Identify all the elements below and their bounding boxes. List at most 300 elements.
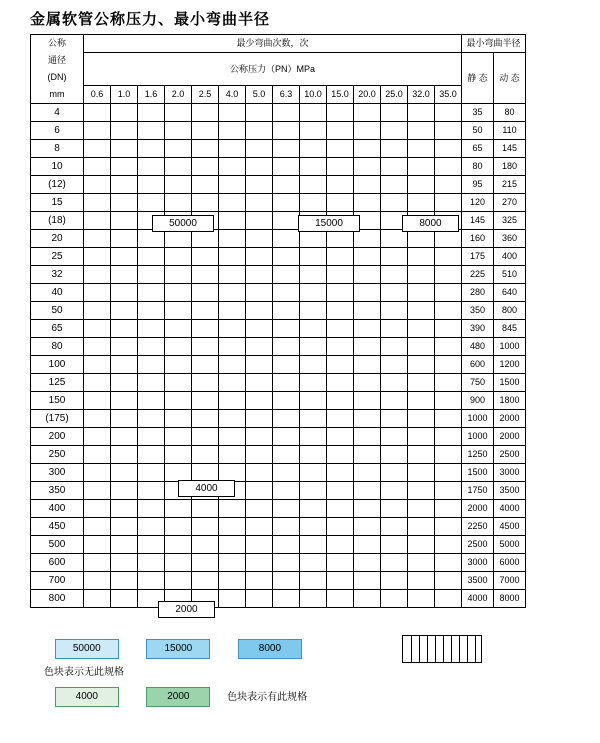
spec-cell — [219, 284, 246, 302]
spec-cell — [381, 554, 408, 572]
spec-cell — [165, 140, 192, 158]
spec-cell — [192, 554, 219, 572]
spec-cell — [408, 230, 435, 248]
spec-cell — [192, 410, 219, 428]
table-row — [31, 176, 526, 194]
spec-cell — [138, 266, 165, 284]
spec-cell — [300, 428, 327, 446]
dn-value: (18) — [31, 212, 84, 230]
spec-cell — [219, 248, 246, 266]
spec-cell — [246, 302, 273, 320]
spec-cell — [435, 248, 462, 266]
pressure-col-header: 35.0 — [435, 86, 462, 104]
spec-cell — [300, 446, 327, 464]
spec-cell — [192, 266, 219, 284]
legend-swatch-15000: 15000 — [146, 639, 210, 659]
legend-row-blue — [30, 635, 575, 678]
spec-cell — [246, 518, 273, 536]
dynamic-radius-value: 325 — [494, 212, 526, 230]
table-row — [31, 266, 526, 284]
spec-cell — [300, 500, 327, 518]
dynamic-radius-value: 180 — [494, 158, 526, 176]
spec-cell — [381, 464, 408, 482]
spec-cell — [111, 518, 138, 536]
dn-value: 10 — [31, 158, 84, 176]
spec-cell — [435, 356, 462, 374]
spec-cell — [138, 356, 165, 374]
pressure-col-header: 0.6 — [84, 86, 111, 104]
static-radius-value: 1250 — [462, 446, 494, 464]
spec-cell — [138, 554, 165, 572]
dn-header-line-4: mm — [49, 89, 65, 99]
spec-cell — [246, 266, 273, 284]
bend-radius-header: 最小弯曲半径 — [462, 35, 526, 53]
spec-cell — [192, 248, 219, 266]
spec-cell — [435, 518, 462, 536]
spec-cell — [219, 500, 246, 518]
spec-cell — [165, 536, 192, 554]
spec-cell — [273, 176, 300, 194]
spec-cell — [408, 572, 435, 590]
static-radius-value: 160 — [462, 230, 494, 248]
spec-cell — [327, 374, 354, 392]
spec-cell — [300, 410, 327, 428]
table-row — [31, 374, 526, 392]
spec-cell — [408, 554, 435, 572]
spec-cell — [246, 536, 273, 554]
spec-cell — [408, 536, 435, 554]
spec-cell — [354, 500, 381, 518]
dn-value: 50 — [31, 302, 84, 320]
spec-cell — [246, 158, 273, 176]
spec-cell — [192, 428, 219, 446]
static-radius-header: 静 态 — [462, 53, 494, 104]
pressure-col-header: 4.0 — [219, 86, 246, 104]
spec-cell — [111, 230, 138, 248]
spec-cell — [219, 374, 246, 392]
spec-cell — [273, 212, 300, 230]
spec-cell — [273, 284, 300, 302]
dn-header-line-1: 公称 — [47, 38, 66, 48]
spec-cell — [435, 428, 462, 446]
spec-cell — [192, 518, 219, 536]
spec-cell — [111, 374, 138, 392]
dn-value: 400 — [31, 500, 84, 518]
spec-cell — [381, 356, 408, 374]
spec-cell — [165, 446, 192, 464]
spec-cell — [435, 500, 462, 518]
spec-cell — [192, 338, 219, 356]
spec-cell — [381, 302, 408, 320]
dynamic-radius-value: 1200 — [494, 356, 526, 374]
spec-cell — [300, 140, 327, 158]
static-radius-value: 900 — [462, 392, 494, 410]
legend-swatch-50000: 50000 — [55, 639, 119, 659]
table-row — [31, 428, 526, 446]
spec-cell — [435, 104, 462, 122]
static-radius-value: 50 — [462, 122, 494, 140]
spec-cell — [111, 320, 138, 338]
spec-cell — [408, 500, 435, 518]
spec-cell — [138, 536, 165, 554]
spec-cell — [435, 410, 462, 428]
spec-cell — [408, 140, 435, 158]
table-row — [31, 194, 526, 212]
spec-cell — [192, 500, 219, 518]
dynamic-radius-value: 3500 — [494, 482, 526, 500]
spec-cell — [246, 464, 273, 482]
static-radius-value: 3500 — [462, 572, 494, 590]
spec-cell — [84, 212, 111, 230]
spec-cell — [273, 464, 300, 482]
spec-cell — [381, 392, 408, 410]
spec-cell — [435, 482, 462, 500]
spec-cell — [354, 230, 381, 248]
dn-value: 4 — [31, 104, 84, 122]
spec-cell — [381, 338, 408, 356]
spec-cell — [354, 284, 381, 302]
spec-cell — [435, 176, 462, 194]
spec-cell — [381, 266, 408, 284]
spec-cell — [327, 176, 354, 194]
table-row — [31, 284, 526, 302]
spec-cell — [138, 428, 165, 446]
spec-cell — [219, 140, 246, 158]
spec-cell — [300, 122, 327, 140]
spec-cell — [246, 590, 273, 608]
spec-cell — [84, 428, 111, 446]
dn-value: 300 — [31, 464, 84, 482]
spec-cell — [327, 284, 354, 302]
spec-cell — [165, 356, 192, 374]
spec-cell — [354, 464, 381, 482]
spec-table — [30, 34, 526, 608]
table-row — [31, 230, 526, 248]
spec-cell — [354, 140, 381, 158]
spec-cell — [300, 572, 327, 590]
pressure-col-header: 32.0 — [408, 86, 435, 104]
spec-cell — [192, 356, 219, 374]
dynamic-radius-value: 8000 — [494, 590, 526, 608]
spec-cell — [381, 410, 408, 428]
spec-cell — [300, 536, 327, 554]
dynamic-radius-value: 1000 — [494, 338, 526, 356]
legend-row-green — [30, 687, 575, 707]
dn-value: 600 — [31, 554, 84, 572]
spec-cell — [219, 194, 246, 212]
table-row — [31, 464, 526, 482]
spec-cell — [408, 302, 435, 320]
spec-cell — [381, 176, 408, 194]
spec-cell — [327, 536, 354, 554]
spec-cell — [219, 590, 246, 608]
spec-cell — [327, 464, 354, 482]
dn-value: 25 — [31, 248, 84, 266]
spec-cell — [219, 338, 246, 356]
spec-cell — [165, 302, 192, 320]
spec-cell — [192, 230, 219, 248]
spec-cell — [192, 194, 219, 212]
spec-cell — [354, 320, 381, 338]
spec-cell — [354, 572, 381, 590]
spec-cell — [84, 572, 111, 590]
spec-cell — [327, 194, 354, 212]
spec-cell — [327, 248, 354, 266]
spec-cell — [138, 302, 165, 320]
pressure-col-header: 6.3 — [273, 86, 300, 104]
table-row — [31, 518, 526, 536]
spec-cell — [327, 302, 354, 320]
static-radius-value: 65 — [462, 140, 494, 158]
spec-cell — [300, 248, 327, 266]
static-radius-value: 120 — [462, 194, 494, 212]
spec-cell — [246, 248, 273, 266]
table-row — [31, 158, 526, 176]
static-radius-value: 95 — [462, 176, 494, 194]
spec-cell — [84, 248, 111, 266]
spec-cell — [381, 320, 408, 338]
table-row — [31, 482, 526, 500]
spec-cell — [246, 446, 273, 464]
pressure-col-header: 5.0 — [246, 86, 273, 104]
spec-cell — [300, 590, 327, 608]
spec-table-container — [30, 34, 526, 615]
spec-cell — [219, 212, 246, 230]
spec-cell — [84, 140, 111, 158]
static-radius-value: 4000 — [462, 590, 494, 608]
spec-cell — [246, 140, 273, 158]
static-radius-value: 2500 — [462, 536, 494, 554]
spec-cell — [192, 572, 219, 590]
spec-cell — [219, 122, 246, 140]
spec-cell — [354, 536, 381, 554]
spec-cell — [111, 284, 138, 302]
spec-cell — [219, 302, 246, 320]
static-radius-value: 280 — [462, 284, 494, 302]
table-row — [31, 410, 526, 428]
spec-cell — [408, 248, 435, 266]
dynamic-radius-value: 110 — [494, 122, 526, 140]
spec-cell — [138, 464, 165, 482]
spec-cell — [219, 158, 246, 176]
spec-cell — [381, 104, 408, 122]
dn-value: 100 — [31, 356, 84, 374]
spec-cell — [219, 518, 246, 536]
spec-cell — [219, 104, 246, 122]
dynamic-radius-header: 动 态 — [494, 53, 526, 104]
callout-label: 2000 — [158, 601, 215, 618]
dn-value: 20 — [31, 230, 84, 248]
pressure-col-header: 15.0 — [327, 86, 354, 104]
static-radius-value: 175 — [462, 248, 494, 266]
spec-cell — [300, 518, 327, 536]
spec-cell — [219, 410, 246, 428]
spec-cell — [246, 230, 273, 248]
spec-cell — [192, 446, 219, 464]
table-row — [31, 554, 526, 572]
spec-cell — [435, 554, 462, 572]
spec-cell — [138, 410, 165, 428]
spec-cell — [327, 500, 354, 518]
dn-header-line-3: (DN) — [47, 72, 67, 82]
spec-cell — [165, 338, 192, 356]
spec-cell — [111, 590, 138, 608]
spec-cell — [300, 104, 327, 122]
static-radius-value: 1750 — [462, 482, 494, 500]
spec-cell — [435, 194, 462, 212]
spec-cell — [381, 590, 408, 608]
spec-cell — [273, 356, 300, 374]
dynamic-radius-value: 510 — [494, 266, 526, 284]
spec-cell — [111, 104, 138, 122]
spec-cell — [111, 212, 138, 230]
spec-cell — [138, 194, 165, 212]
spec-cell — [84, 392, 111, 410]
spec-cell — [84, 590, 111, 608]
spec-cell — [327, 446, 354, 464]
dynamic-radius-value: 845 — [494, 320, 526, 338]
spec-cell — [381, 500, 408, 518]
spec-cell — [273, 572, 300, 590]
spec-cell — [273, 338, 300, 356]
dynamic-radius-value: 1800 — [494, 392, 526, 410]
spec-cell — [381, 482, 408, 500]
spec-cell — [84, 410, 111, 428]
spec-cell — [408, 320, 435, 338]
spec-cell — [138, 122, 165, 140]
spec-cell — [111, 428, 138, 446]
static-radius-value: 1500 — [462, 464, 494, 482]
spec-cell — [381, 140, 408, 158]
spec-cell — [219, 572, 246, 590]
pressure-header: 公称压力（PN）MPa — [84, 53, 462, 86]
spec-cell — [273, 590, 300, 608]
spec-cell — [435, 158, 462, 176]
spec-cell — [273, 248, 300, 266]
table-header — [31, 35, 526, 104]
spec-cell — [300, 338, 327, 356]
dynamic-radius-value: 270 — [494, 194, 526, 212]
pressure-col-header: 20.0 — [354, 86, 381, 104]
spec-cell — [84, 554, 111, 572]
spec-cell — [300, 356, 327, 374]
dn-value: (12) — [31, 176, 84, 194]
spec-cell — [354, 338, 381, 356]
spec-cell — [111, 536, 138, 554]
pressure-col-header: 1.6 — [138, 86, 165, 104]
spec-cell — [300, 302, 327, 320]
spec-cell — [246, 284, 273, 302]
spec-cell — [381, 158, 408, 176]
static-radius-value: 600 — [462, 356, 494, 374]
dn-value: 200 — [31, 428, 84, 446]
dn-value: 80 — [31, 338, 84, 356]
spec-cell — [111, 500, 138, 518]
spec-cell — [354, 590, 381, 608]
dynamic-radius-value: 3000 — [494, 464, 526, 482]
spec-cell — [84, 500, 111, 518]
legend-swatch-2000: 2000 — [146, 687, 210, 707]
static-radius-value: 480 — [462, 338, 494, 356]
dn-value: 40 — [31, 284, 84, 302]
spec-cell — [273, 428, 300, 446]
spec-cell — [273, 302, 300, 320]
spec-cell — [354, 248, 381, 266]
bend-times-header: 最少弯曲次数，次 — [84, 35, 462, 53]
spec-cell — [300, 230, 327, 248]
spec-cell — [111, 248, 138, 266]
spec-cell — [327, 266, 354, 284]
spec-cell — [408, 464, 435, 482]
spec-cell — [246, 572, 273, 590]
spec-cell — [192, 302, 219, 320]
dynamic-radius-value: 4000 — [494, 500, 526, 518]
spec-cell — [381, 284, 408, 302]
spec-cell — [435, 284, 462, 302]
spec-cell — [165, 194, 192, 212]
spec-cell — [111, 158, 138, 176]
spec-cell — [381, 572, 408, 590]
dn-value: 800 — [31, 590, 84, 608]
table-row — [31, 500, 526, 518]
dynamic-radius-value: 2500 — [494, 446, 526, 464]
spec-cell — [435, 140, 462, 158]
spec-cell — [165, 392, 192, 410]
spec-cell — [84, 158, 111, 176]
spec-cell — [408, 374, 435, 392]
spec-cell — [408, 284, 435, 302]
spec-cell — [300, 176, 327, 194]
spec-cell — [354, 266, 381, 284]
spec-cell — [219, 266, 246, 284]
dynamic-radius-value: 2000 — [494, 428, 526, 446]
spec-cell — [84, 482, 111, 500]
spec-cell — [273, 446, 300, 464]
spec-cell — [300, 266, 327, 284]
spec-cell — [354, 374, 381, 392]
table-row — [31, 356, 526, 374]
spec-cell — [192, 176, 219, 194]
table-body — [31, 104, 526, 608]
pressure-col-header: 2.5 — [192, 86, 219, 104]
spec-cell — [408, 194, 435, 212]
dynamic-radius-value: 640 — [494, 284, 526, 302]
spec-cell — [273, 500, 300, 518]
dn-value: 450 — [31, 518, 84, 536]
table-row — [31, 302, 526, 320]
spec-cell — [111, 194, 138, 212]
spec-cell — [192, 464, 219, 482]
spec-cell — [84, 320, 111, 338]
spec-cell — [84, 518, 111, 536]
spec-cell — [111, 482, 138, 500]
dn-value: 15 — [31, 194, 84, 212]
spec-cell — [354, 428, 381, 446]
dn-value: 6 — [31, 122, 84, 140]
static-radius-value: 35 — [462, 104, 494, 122]
static-radius-value: 1000 — [462, 428, 494, 446]
spec-cell — [354, 392, 381, 410]
spec-cell — [354, 518, 381, 536]
spec-cell — [273, 554, 300, 572]
spec-cell — [219, 356, 246, 374]
dynamic-radius-value: 5000 — [494, 536, 526, 554]
spec-cell — [273, 410, 300, 428]
spec-cell — [111, 446, 138, 464]
header-row-2 — [31, 53, 526, 86]
spec-cell — [111, 140, 138, 158]
spec-cell — [165, 374, 192, 392]
